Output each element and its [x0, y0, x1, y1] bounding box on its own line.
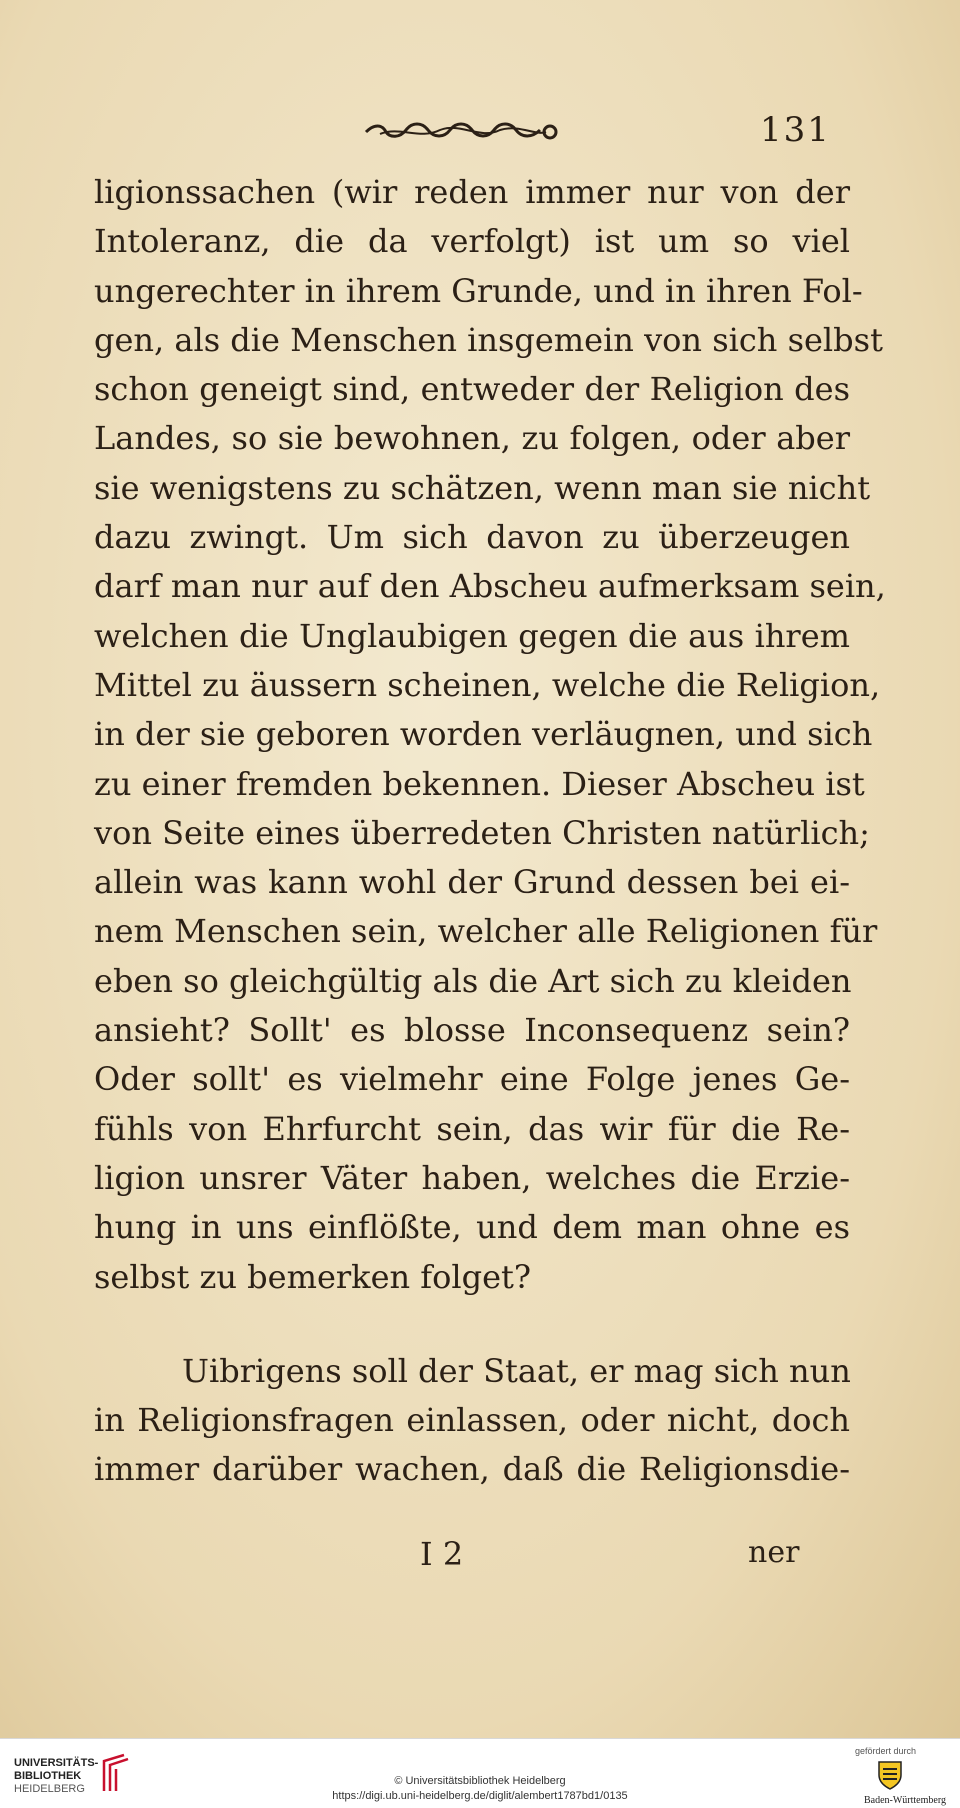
funded-by-label: gefördert durch: [854, 1746, 916, 1756]
copyright-text: © Universitätsbibliothek Heidelberg: [394, 1775, 566, 1787]
paragraph-1-line: ligion unsrer Väter haben, welches die Erzie-: [94, 1158, 850, 1197]
state-coat-of-arms-icon: [876, 1759, 904, 1791]
page-number: 131: [760, 110, 831, 150]
signature-mark: I 2: [420, 1535, 464, 1573]
ornament-flourish-icon: [360, 116, 560, 146]
paragraph-1-line: ungerechter in ihrem Grunde, und in ihren Fol-: [94, 271, 863, 310]
paragraph-1-line: ligionssachen (wir reden immer nur von der: [94, 173, 850, 211]
paragraph-1-line: Landes, so sie bewohnen, zu folgen, oder aber: [94, 419, 850, 458]
paragraph-1-line: schon geneigt sind, entweder der Religion des: [94, 370, 850, 409]
paragraph-1: [94, 168, 886, 1302]
paragraph-1-line: welchen die Unglaubigen gegen die aus ihrem: [94, 616, 850, 655]
paragraph-1-line: gen, als die Menschen insgemein von sich selbst: [94, 320, 883, 359]
institution-line1: UNIVERSITÄTS-: [14, 1757, 99, 1769]
page-url-link[interactable]: https://digi.ub.uni-heidelberg.de/diglit/alembert1787bd1/0135: [332, 1790, 628, 1802]
state-label: Baden-Württemberg: [863, 1795, 946, 1806]
paragraph-1-line: allein was kann wohl der Grund dessen bei ei-: [94, 863, 850, 902]
paragraph-1-line: selbst zu bemerken folget?: [94, 1257, 532, 1296]
paragraph-1-line: sie wenigstens zu schätzen, wenn man sie nicht: [94, 468, 871, 507]
paragraph-1-line: Mittel zu äussern scheinen, welche die Religion,: [94, 665, 881, 704]
paragraph-2-line: in Religionsfragen einlassen, oder nicht, doch: [94, 1401, 850, 1440]
paragraph-2-line: Uibrigens soll der Staat, er mag sich nun: [182, 1351, 851, 1390]
paragraph-1-line: dazu zwingt. Um sich davon zu überzeugen: [94, 518, 850, 557]
institution-line2: BIBLIOTHEK: [14, 1770, 82, 1782]
paragraph-1-line: eben so gleichgültig als die Art sich zu kleiden: [94, 961, 852, 1000]
paragraph-1-line: von Seite eines überredeten Christen natürlich;: [94, 813, 870, 852]
paragraph-2: [94, 1347, 850, 1495]
paragraph-1-line: fühls von Ehrfurcht sein, das wir für die Re-: [94, 1109, 850, 1148]
paragraph-1-line: nem Menschen sein, welcher alle Religionen für: [94, 912, 878, 951]
institution-line3: HEIDELBERG: [14, 1783, 85, 1795]
catchword: ner: [748, 1535, 800, 1570]
paragraph-1-line: ansieht? Sollt' es blosse Inconsequenz sein?: [94, 1011, 850, 1050]
paragraph-1-line: hung in uns einflößte, und dem man ohne es: [94, 1208, 850, 1247]
page-footer: [0, 1535, 960, 1585]
paragraph-1-line: in der sie geboren worden verläugnen, und sich: [94, 715, 873, 754]
paragraph-1-line: Intoleranz, die da verfolgt) ist um so viel: [94, 222, 850, 261]
page-header: [0, 110, 960, 160]
library-mark-icon: [98, 1751, 132, 1795]
paragraph-1-line: Oder sollt' es vielmehr eine Folge jenes Ge-: [94, 1060, 850, 1099]
viewer-bar: [0, 1738, 960, 1808]
body-text: [94, 168, 886, 1495]
paragraph-1-line: zu einer fremden bekennen. Dieser Abscheu ist: [94, 764, 865, 803]
paragraph-2-line: immer darüber wachen, daß die Religionsdie-: [94, 1450, 850, 1489]
paragraph-1-line: darf man nur auf den Abscheu aufmerksam sein,: [94, 567, 886, 606]
